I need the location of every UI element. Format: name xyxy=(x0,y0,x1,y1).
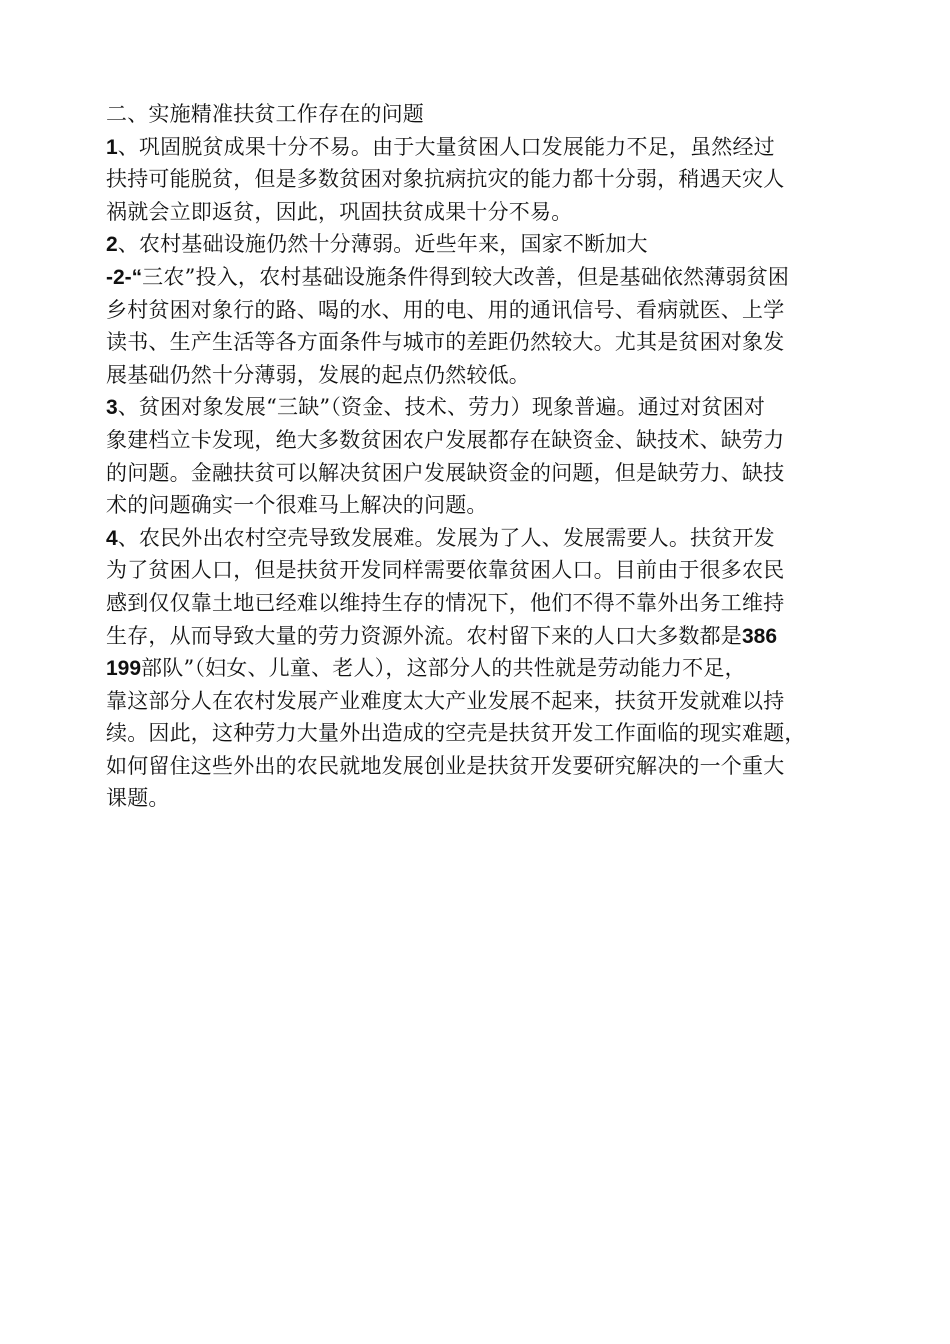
paragraph-line xyxy=(106,261,876,294)
paragraph-line xyxy=(106,424,876,457)
item-number: 4 xyxy=(106,526,118,550)
paragraph-line xyxy=(106,652,876,685)
line-text: 生存，从而导致大量的劳力资源外流。农村留下来的人口大多数都是 xyxy=(106,623,742,648)
paragraph-line xyxy=(106,782,876,815)
page-marker: -2-“ xyxy=(106,265,143,289)
line-text: 部队”（妇女、儿童、老人），这部分人的共性就是劳动能力不足， xyxy=(141,656,746,681)
paragraph-line xyxy=(106,717,876,750)
line-text: 课题。 xyxy=(106,786,170,811)
paragraph-line xyxy=(106,489,876,522)
item-number: 1 xyxy=(106,135,118,159)
paragraph-line xyxy=(106,228,876,261)
line-text: 象建档立卡发现，绝大多数贫困农户发展都存在缺资金、缺技术、缺劳力 xyxy=(106,427,785,452)
paragraph-line xyxy=(106,131,876,164)
paragraph-line xyxy=(106,457,876,490)
document-body xyxy=(106,98,876,815)
line-text: 续。因此，这种劳力大量外出造成的空壳是扶贫开发工作面临的现实难题， xyxy=(106,721,806,746)
line-text: 靠这部分人在农村发展产业难度太大产业发展不起来，扶贫开发就难以持 xyxy=(106,688,785,713)
line-text: 扶持可能脱贫，但是多数贫困对象抗病抗灾的能力都十分弱，稍遇天灾人 xyxy=(106,167,785,192)
line-text: 为了贫困人口，但是扶贫开发同样需要依靠贫困人口。目前由于很多农民 xyxy=(106,558,785,583)
line-text: 术的问题确实一个很难马上解决的问题。 xyxy=(106,493,488,518)
paragraph-line xyxy=(106,685,876,718)
paragraph-line xyxy=(106,554,876,587)
line-text: 的问题。金融扶贫可以解决贫困户发展缺资金的问题，但是缺劳力、缺技 xyxy=(106,460,785,485)
paragraph-line xyxy=(106,620,876,653)
heading-text: 二、实施精准扶贫工作存在的问题 xyxy=(106,102,424,126)
line-text: 乡村贫困对象行的路、喝的水、用的电、用的通讯信号、看病就医、上学 xyxy=(106,297,785,322)
line-text: 、巩固脱贫成果十分不易。由于大量贫困人口发展能力不足，虽然经过 xyxy=(117,134,775,159)
item-number: 2 xyxy=(106,233,118,257)
line-text: 祸就会立即返贫，因此，巩固扶贫成果十分不易。 xyxy=(106,199,573,224)
line-text: 感到仅仅靠土地已经难以维持生存的情况下，他们不得不靠外出务工维持 xyxy=(106,590,785,615)
paragraph-line xyxy=(106,391,876,424)
paragraph-line xyxy=(106,196,876,229)
line-text: 读书、生产生活等各方面条件与城市的差距仍然较大。尤其是贫困对象发 xyxy=(106,330,785,355)
paragraph-line xyxy=(106,750,876,783)
inline-number: 386 xyxy=(742,624,778,648)
item-number: 3 xyxy=(106,396,118,420)
line-text: 、贫困对象发展“三缺”（资金、技术、劳力）现象普遍。通过对贫困对 xyxy=(117,395,766,420)
line-text: 、农村基础设施仍然十分薄弱。近些年来，国家不断加大 xyxy=(117,232,648,257)
paragraph-line xyxy=(106,294,876,327)
inline-number: 199 xyxy=(106,657,142,681)
paragraph-line xyxy=(106,163,876,196)
paragraph-line xyxy=(106,359,876,392)
section-heading xyxy=(106,98,876,131)
paragraph-line xyxy=(106,587,876,620)
line-text: 如何留住这些外出的农民就地发展创业是扶贫开发要研究解决的一个重大 xyxy=(106,753,785,778)
line-text: 三农”投入，农村基础设施条件得到较大改善，但是基础依然薄弱贫困 xyxy=(142,264,790,289)
paragraph-line xyxy=(106,522,876,555)
line-text: 展基础仍然十分薄弱，发展的起点仍然较低。 xyxy=(106,362,530,387)
paragraph-line xyxy=(106,326,876,359)
line-text: 、农民外出农村空壳导致发展难。发展为了人、发展需要人。扶贫开发 xyxy=(117,525,775,550)
